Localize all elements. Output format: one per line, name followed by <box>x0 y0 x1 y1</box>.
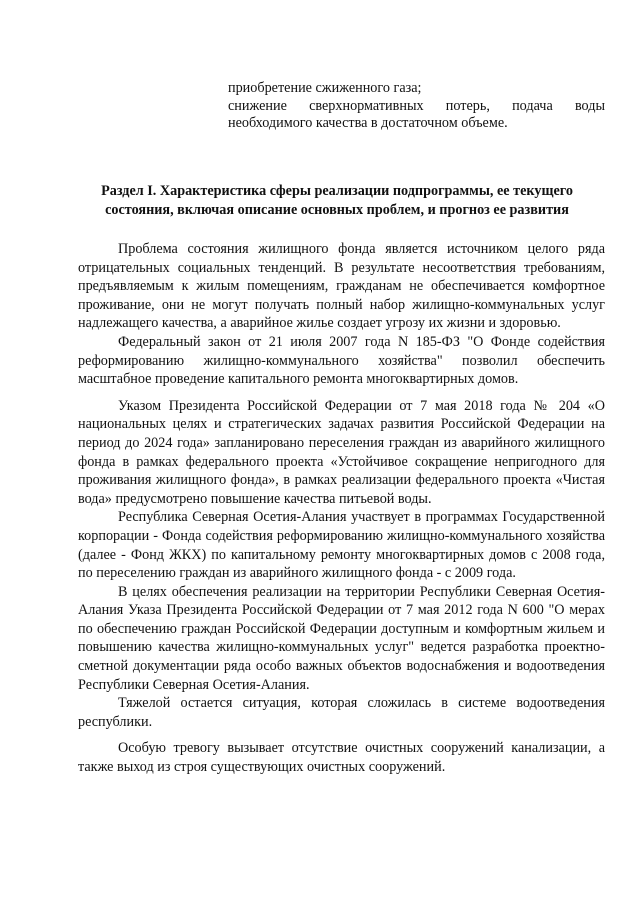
paragraph: В целях обеспечения реализации на территории Республики Северная Осетия-Алания Указа Президента Российской Федерации от 7 мая 2012 года N 600 "О мерах по обеспечению граждан Российской Федерации доступным и комфортным жильем и повышению качества жилищно-коммунальных услуг" ведется разработка проектно-сметной документации ряда особо важных объектов водоснабжения и водоотведения Республики Северная Осетия-Алания. <box>78 583 605 693</box>
paragraph: Республика Северная Осетия-Алания участвует в программах Государственной корпорации - Фонда содействия реформированию жилищно-коммунального хозяйства (далее - Фонд ЖКХ) по капитальному ремонту многоквартирных домов с 2008 года, по переселению граждан из аварийного жилищного фонда - с 2009 года. <box>78 509 605 582</box>
intro-line: снижение сверхнормативных потерь, подача воды необходимого качества в достаточном объеме. <box>228 97 605 131</box>
paragraph: Федеральный закон от 21 июля 2007 года N 185-ФЗ "О Фонде содействия реформированию жилищно-коммунального хозяйства" позволил обеспечить масштабное проведение капитального ремонта многоквартирных домов. <box>78 333 605 388</box>
intro-list <box>228 80 605 133</box>
paragraph: Указом Президента Российской Федерации от 7 мая 2018 года № 204 «О национальных целях и стратегических задачах развития Российской Федерации на период до 2024 года» запланировано переселения граждан из аварийного жилищного фонда в рамках федерального проекта «Устойчивое сокращение непригодного для проживания жилищного фонда», в рамках реализации федерального проекта «Чистая вода» предусмотрено повышение качества питьевой воды. <box>78 397 605 507</box>
section-body <box>78 240 605 777</box>
intro-line: приобретение сжиженного газа; <box>228 80 422 96</box>
paragraph: Тяжелой остается ситуация, которая сложилась в системе водоотведения республики. <box>78 695 605 730</box>
paragraph: Проблема состояния жилищного фонда является источником целого ряда отрицательных социальных тенденций. В результате несоответствия требованиям, предъявляемым к жилым помещениям, гражданам не обеспечивается комфортное проживание, они не могут получать полный набор жилищно-коммунальных услуг надлежащего качества, а аварийное жилье создает угрозу их жизни и здоровью. <box>78 241 605 332</box>
paragraph: Особую тревогу вызывает отсутствие очистных сооружений канализации, а также выход из строя существующих очистных сооружений. <box>78 740 605 776</box>
section-title: Раздел I. Характеристика сферы реализации подпрограммы, ее текущего состояния, включая описание основных проблем, и прогноз ее развития <box>101 183 573 218</box>
